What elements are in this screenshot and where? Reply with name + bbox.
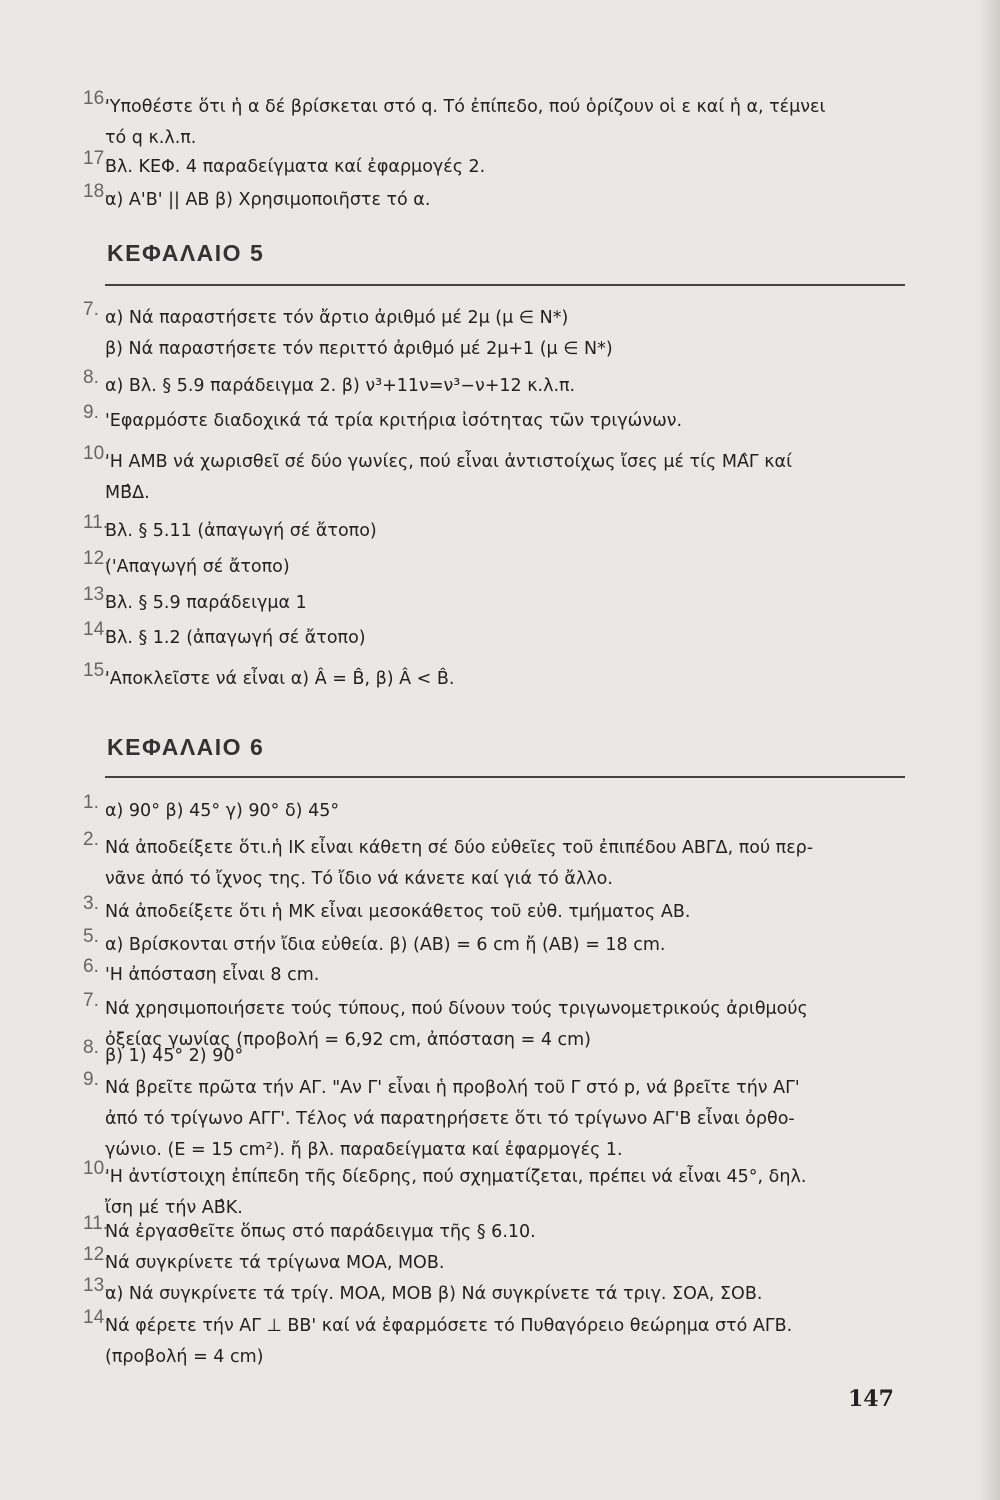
item-number: 10. [83, 1158, 110, 1179]
item-number: 1. [83, 792, 99, 813]
answer-item [83, 660, 910, 695]
answer-item [83, 443, 910, 509]
item-number: 12. [83, 1244, 110, 1265]
page-number: 147 [848, 1386, 894, 1412]
item-number: 13. [83, 584, 110, 605]
item-line: Βλ. § 5.9 παράδειγμα 1 [105, 593, 307, 613]
item-line: Νά συγκρίνετε τά τρίγωνα ΜΟΑ, ΜΟΒ. [105, 1253, 445, 1273]
item-line: α) Α'Β' || ΑΒ β) Χρησιμοποιῆστε τό α. [105, 190, 431, 210]
chapter-5-rule [105, 284, 905, 286]
answer-item [83, 1275, 910, 1310]
item-line: Νά ἀποδείξετε ὅτι.ἡ ΙΚ εἶναι κάθετη σέ δύο εὐθεῖες τοῦ ἐπιπέδου ΑΒΓΔ, πού περ- [105, 838, 814, 858]
item-number: 11. [83, 512, 109, 533]
chapter-6-heading: ΚΕΦΑΛΑΙΟ 6 [107, 734, 265, 760]
item-line: Νά βρεῖτε πρῶτα τήν ΑΓ. "Αν Γ' εἶναι ἡ προβολή τοῦ Γ στό p, νά βρεῖτε τήν ΑΓ' [105, 1078, 800, 1098]
item-number: 17. [83, 148, 110, 169]
item-line: 'Εφαρμόστε διαδοχικά τά τρία κριτήρια ἰσότητας τῶν τριγώνων. [105, 411, 683, 431]
item-number: 3. [83, 893, 99, 914]
answer-item [83, 956, 910, 991]
item-line: Νά ἐργασθεῖτε ὅπως στό παράδειγμα τῆς § 6.10. [105, 1222, 536, 1242]
item-number: 9. [83, 1069, 99, 1090]
item-line: γώνιο. (Ε = 15 cm²). ἤ βλ. παραδείγματα καί ἐφαρμογές 1. [105, 1140, 623, 1160]
item-number: 6. [83, 956, 99, 977]
answer-item [83, 792, 910, 827]
answer-item [83, 367, 910, 402]
item-line: 'Αποκλεῖστε νά εἶναι α) Â = B̂, β) Â < B̂. [105, 669, 455, 689]
item-line: 'Η ἀντίστοιχη ἐπίπεδη τῆς δίεδρης, πού σχηματίζεται, πρέπει νά εἶναι 45°, δηλ. [105, 1167, 807, 1187]
item-line: νᾶνε ἀπό τό ἴχνος της. Τό ἴδιο νά κάνετε καί γιά τό ἄλλο. [105, 869, 613, 889]
item-line: α) 90° β) 45° γ) 90° δ) 45° [105, 801, 340, 821]
item-number: 7. [83, 299, 99, 320]
item-line: ἴση μέ τήν ΑΒ̂Κ. [105, 1198, 243, 1218]
item-line: Βλ. § 5.11 (ἀπαγωγή σέ ἄτοπο) [105, 521, 377, 541]
item-line: α) Βλ. § 5.9 παράδειγμα 2. β) ν³+11ν=ν³−ν+12 κ.λ.π. [105, 376, 576, 396]
item-line: ΜΒ̂Δ. [105, 483, 150, 503]
item-line: 'Η ἀπόσταση εἶναι 8 cm. [105, 965, 320, 985]
page-edge-shadow [978, 0, 1000, 1500]
answer-item [83, 1244, 910, 1279]
item-line: Βλ. § 1.2 (ἀπαγωγή σέ ἄτοπο) [105, 628, 366, 648]
item-line: β) 1) 45° 2) 90° [105, 1046, 244, 1066]
item-number: 2. [83, 829, 99, 850]
item-number: 8. [83, 367, 99, 388]
chapter-6-rule [105, 776, 905, 778]
item-line: α) Νά παραστήσετε τόν ἄρτιο ἀριθμό μέ 2μ (μ ∈ Ν*) [105, 308, 569, 328]
item-line: β) Νά παραστήσετε τόν περιττό ἀριθμό μέ 2μ+1 (μ ∈ Ν*) [105, 339, 613, 359]
answer-item [83, 181, 910, 216]
answer-item [83, 584, 910, 619]
item-line: Βλ. ΚΕΦ. 4 παραδείγματα καί ἐφαρμογές 2. [105, 157, 486, 177]
item-number: 14. [83, 619, 110, 640]
item-line: α) Βρίσκονται στήν ἴδια εὐθεία. β) (ΑΒ) = 6 cm ἤ (ΑΒ) = 18 cm. [105, 935, 666, 955]
answer-item [83, 1307, 910, 1373]
item-line: ὀξείας γωνίας (προβολή = 6,92 cm, ἀπόσταση = 4 cm) [105, 1030, 592, 1050]
item-line: τό q κ.λ.π. [105, 128, 197, 148]
item-number: 13. [83, 1275, 110, 1296]
item-line: α) Νά συγκρίνετε τά τρίγ. ΜΟΑ, ΜΟΒ β) Νά συγκρίνετε τά τριγ. ΣΟΑ, ΣΟΒ. [105, 1284, 763, 1304]
answer-item [83, 148, 910, 183]
item-number: 16. [83, 88, 110, 109]
item-number: 8. [83, 1037, 99, 1058]
item-number: 14. [83, 1307, 110, 1328]
answer-item [83, 402, 910, 437]
answer-item [83, 1069, 910, 1166]
item-number: 7. [83, 990, 99, 1011]
item-line: Νά ἀποδείξετε ὅτι ἡ ΜΚ εἶναι μεσοκάθετος τοῦ εὐθ. τμήματος ΑΒ. [105, 902, 691, 922]
answer-item [83, 512, 910, 547]
answer-item [83, 299, 910, 365]
answer-item [83, 548, 910, 583]
item-line: Νά φέρετε τήν ΑΓ ⊥ ΒΒ' καί νά ἐφαρμόσετε τό Πυθαγόρειο θεώρημα στό ΑΓΒ. [105, 1316, 793, 1336]
chapter-5-heading: ΚΕΦΑΛΑΙΟ 5 [107, 240, 265, 266]
item-line: (προβολή = 4 cm) [105, 1347, 264, 1367]
item-number: 9. [83, 402, 99, 423]
answer-item [83, 619, 910, 654]
item-line: ('Απαγωγή σέ ἄτοπο) [105, 557, 290, 577]
item-number: 11. [83, 1213, 109, 1234]
item-number: 12. [83, 548, 110, 569]
item-number: 5. [83, 926, 99, 947]
answer-item [83, 893, 910, 928]
answer-item [83, 1213, 910, 1248]
item-line: 'Υποθέστε ὅτι ἡ α δέ βρίσκεται στό q. Τό ἐπίπεδο, πού ὁρίζουν οἱ ε καί ἡ α, τέμνει [105, 97, 826, 117]
item-number: 10. [83, 443, 110, 464]
item-line: ἀπό τό τρίγωνο ΑΓΓ'. Τέλος νά παρατηρήσετε ὅτι τό τρίγωνο ΑΓ'Β εἶναι ὀρθο- [105, 1109, 795, 1129]
answer-item [83, 829, 910, 895]
item-line: 'Η ΑΜΒ νά χωρισθεῖ σέ δύο γωνίες, πού εἶναι ἀντιστοίχως ἴσες μέ τίς ΜΑ̂Γ καί [105, 452, 792, 472]
item-line: Νά χρησιμοποιήσετε τούς τύπους, πού δίνουν τούς τριγωνομετρικούς ἀριθμούς [105, 999, 808, 1019]
answer-item [83, 926, 910, 961]
answer-item [83, 88, 910, 154]
item-number: 18. [83, 181, 110, 202]
item-number: 15. [83, 660, 110, 681]
